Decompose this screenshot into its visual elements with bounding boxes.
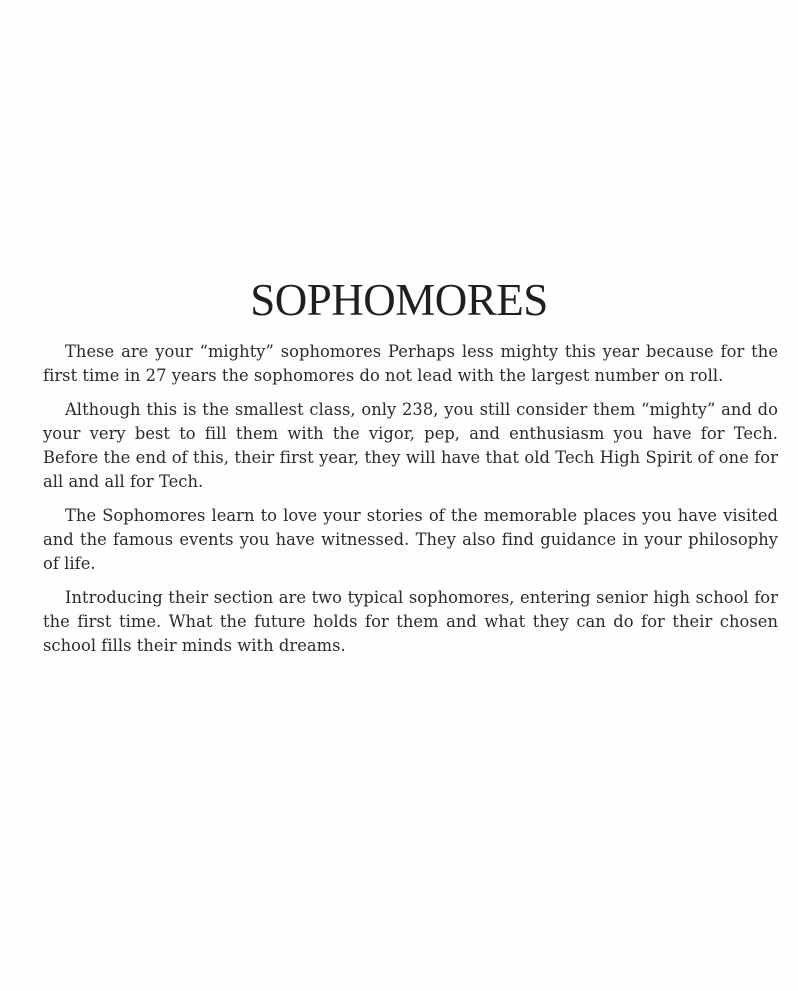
paragraph-intro: These are your “mighty” sophomores Perhaps less mighty this year because for the first time in 27 years the sophomores do not lead with the largest number on roll. <box>43 342 778 385</box>
paragraph-smallest-class: Although this is the smallest class, only 238, you still consider them “mighty” and do your very best to fill them with the vigor, pep, and enthusiasm you have for Tech. Before the end of this, their first year, they will have that old Tech High Spirit of one for all and all for Tech. <box>43 400 778 491</box>
page-title: SOPHOMORES <box>250 275 548 325</box>
paragraph-stories: The Sophomores learn to love your stories of the memorable places you have visited and the famous events you have witnessed. They also find guidance in your philosophy of life. <box>43 506 778 573</box>
body-text <box>43 340 778 668</box>
paragraph-introducing-section: Introducing their section are two typical sophomores, entering senior high school for the first time. What the future holds for them and what they can do for their chosen school fills their minds with dreams. <box>43 588 778 655</box>
